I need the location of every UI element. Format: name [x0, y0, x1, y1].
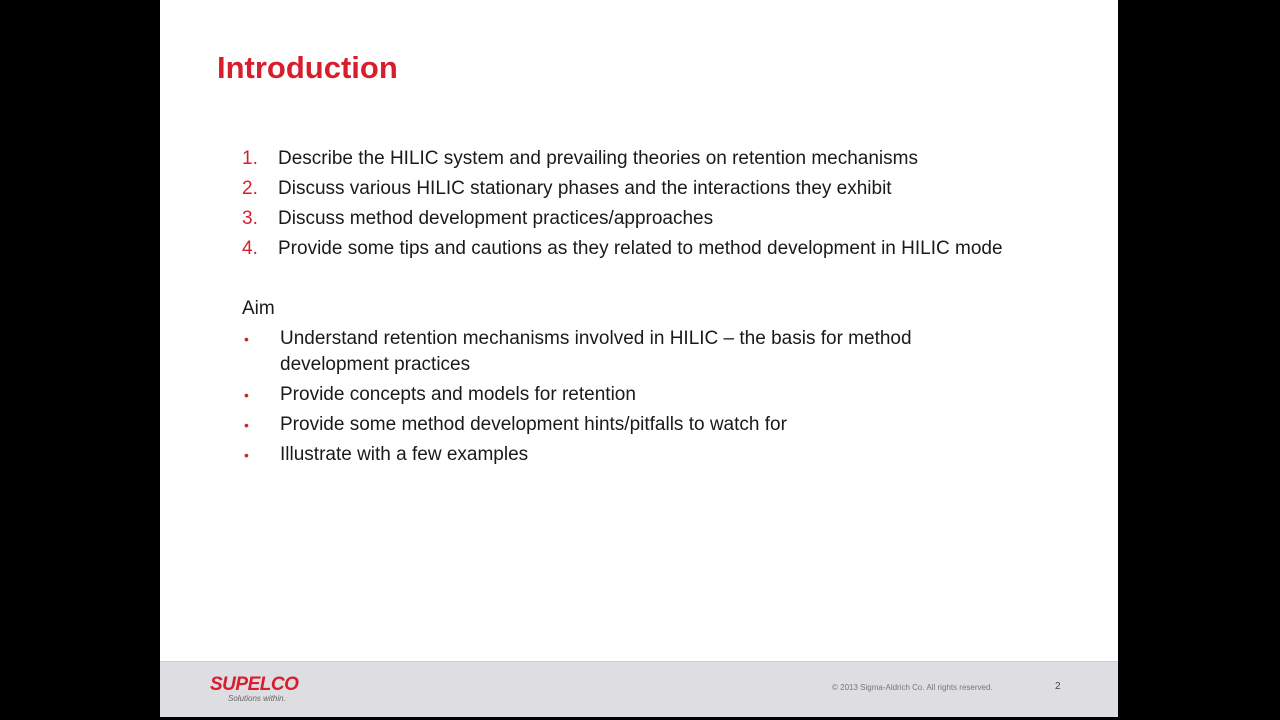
aim-item: [242, 326, 1022, 378]
bullet-icon: •: [244, 417, 249, 433]
item-text: Discuss method development practices/approaches: [278, 208, 714, 229]
objective-item: [242, 236, 1022, 262]
logo-wordmark: SUPELCO: [210, 674, 299, 695]
bullet-icon: •: [244, 331, 249, 347]
objective-item: [242, 176, 1022, 202]
item-text: Discuss various HILIC stationary phases and the interactions they exhibit: [278, 178, 892, 199]
item-text: Provide some method development hints/pitfalls to watch for: [280, 414, 787, 435]
objective-item: [242, 206, 1022, 232]
slide-footer: [160, 661, 1118, 717]
aim-heading: Aim: [242, 298, 275, 319]
item-text: Describe the HILIC system and prevailing theories on retention mechanisms: [278, 148, 918, 169]
item-number: 1.: [242, 148, 258, 169]
item-text: Illustrate with a few examples: [280, 444, 529, 465]
page-number: 2: [1055, 681, 1061, 692]
slide: [160, 0, 1118, 717]
copyright: © 2013 Sigma-Aldrich Co. All rights reserved.: [832, 683, 993, 692]
item-number: 3.: [242, 208, 258, 229]
item-text: Provide concepts and models for retention: [280, 384, 636, 405]
logo-tagline: Solutions within.: [228, 694, 286, 703]
aim-item: [242, 412, 1022, 438]
item-number: 2.: [242, 178, 258, 199]
bullet-icon: •: [244, 447, 249, 463]
slide-content: [242, 146, 1022, 472]
aim-item: [242, 382, 1022, 408]
item-text: Provide some tips and cautions as they related to method development in HILIC mode: [278, 238, 1003, 259]
item-number: 4.: [242, 238, 258, 259]
item-text: Understand retention mechanisms involved in HILIC – the basis for method development practices: [280, 328, 912, 375]
objective-item: [242, 146, 1022, 172]
aim-item: [242, 442, 1022, 468]
supelco-logo: [210, 674, 298, 703]
slide-title: Introduction: [217, 50, 398, 85]
bullet-icon: •: [244, 387, 249, 403]
